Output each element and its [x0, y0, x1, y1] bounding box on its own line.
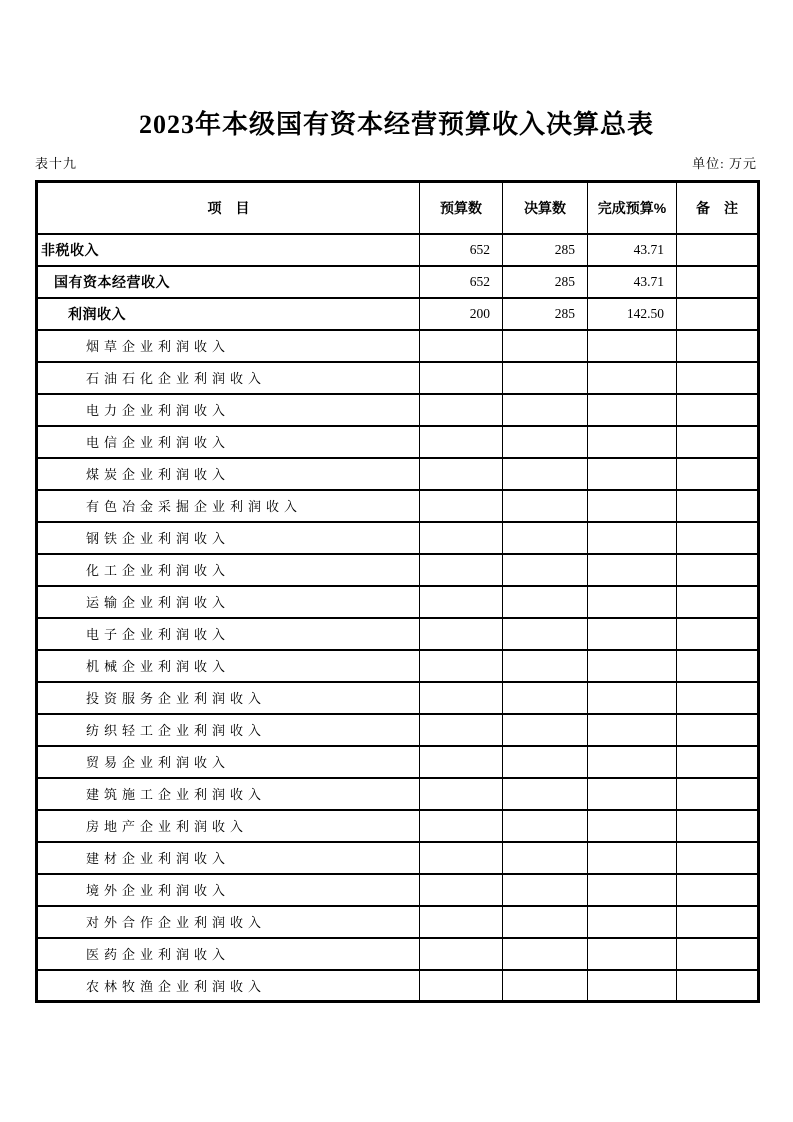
pct-cell	[588, 458, 677, 490]
note-cell	[677, 970, 759, 1002]
item-cell: 医药企业利润收入	[37, 938, 420, 970]
table-header	[37, 182, 759, 234]
table-row	[37, 490, 759, 522]
budget-cell	[420, 522, 503, 554]
budget-cell: 200	[420, 298, 503, 330]
table-row	[37, 874, 759, 906]
unit-label: 单位: 万元	[692, 156, 757, 171]
item-cell: 化工企业利润收入	[37, 554, 420, 586]
pct-cell	[588, 682, 677, 714]
note-cell	[677, 874, 759, 906]
budget-cell	[420, 394, 503, 426]
budget-cell	[420, 554, 503, 586]
final-cell	[503, 970, 588, 1002]
budget-cell	[420, 330, 503, 362]
pct-cell: 43.71	[588, 266, 677, 298]
budget-cell	[420, 714, 503, 746]
pct-cell	[588, 970, 677, 1002]
pct-cell	[588, 330, 677, 362]
item-cell: 对外合作企业利润收入	[37, 906, 420, 938]
pct-cell	[588, 362, 677, 394]
pct-cell	[588, 746, 677, 778]
final-cell	[503, 682, 588, 714]
pct-cell	[588, 394, 677, 426]
final-cell	[503, 714, 588, 746]
final-cell: 285	[503, 266, 588, 298]
budget-revenue-table	[35, 180, 760, 1003]
table-row	[37, 554, 759, 586]
item-cell: 机械企业利润收入	[37, 650, 420, 682]
budget-cell	[420, 874, 503, 906]
note-cell	[677, 330, 759, 362]
column-header-note: 备 注	[677, 182, 759, 234]
page-title: 2023年本级国有资本经营预算收入决算总表	[138, 110, 654, 139]
item-cell: 国有资本经营收入	[37, 266, 420, 298]
table-row	[37, 362, 759, 394]
note-cell	[677, 650, 759, 682]
note-cell	[677, 426, 759, 458]
table-row	[37, 586, 759, 618]
final-cell	[503, 906, 588, 938]
pct-cell	[588, 554, 677, 586]
note-cell	[677, 682, 759, 714]
table-meta-row	[35, 153, 757, 172]
final-cell	[503, 746, 588, 778]
final-cell	[503, 938, 588, 970]
item-cell: 石油石化企业利润收入	[37, 362, 420, 394]
table-number-label: 表十九	[35, 156, 78, 171]
pct-cell	[588, 874, 677, 906]
table-row	[37, 298, 759, 330]
item-cell: 农林牧渔企业利润收入	[37, 970, 420, 1002]
note-cell	[677, 490, 759, 522]
final-cell	[503, 330, 588, 362]
budget-cell	[420, 842, 503, 874]
final-cell: 285	[503, 234, 588, 266]
pct-cell	[588, 842, 677, 874]
pct-cell	[588, 522, 677, 554]
item-cell: 电子企业利润收入	[37, 618, 420, 650]
pct-cell	[588, 938, 677, 970]
table-row	[37, 394, 759, 426]
table-row	[37, 618, 759, 650]
item-cell: 运输企业利润收入	[37, 586, 420, 618]
pct-cell	[588, 618, 677, 650]
item-cell: 电信企业利润收入	[37, 426, 420, 458]
table-row	[37, 938, 759, 970]
table-row	[37, 778, 759, 810]
item-cell: 煤炭企业利润收入	[37, 458, 420, 490]
final-cell	[503, 362, 588, 394]
note-cell	[677, 234, 759, 266]
final-cell	[503, 394, 588, 426]
pct-cell	[588, 650, 677, 682]
note-cell	[677, 938, 759, 970]
item-cell: 利润收入	[37, 298, 420, 330]
pct-cell	[588, 778, 677, 810]
item-cell: 烟草企业利润收入	[37, 330, 420, 362]
note-cell	[677, 458, 759, 490]
table-row	[37, 522, 759, 554]
final-cell	[503, 650, 588, 682]
table-row	[37, 970, 759, 1002]
table-row	[37, 234, 759, 266]
pct-cell	[588, 906, 677, 938]
table-row	[37, 650, 759, 682]
budget-cell	[420, 810, 503, 842]
pct-cell: 142.50	[588, 298, 677, 330]
note-cell	[677, 554, 759, 586]
final-cell: 285	[503, 298, 588, 330]
header-row	[37, 182, 759, 234]
budget-cell	[420, 618, 503, 650]
note-cell	[677, 746, 759, 778]
note-cell	[677, 394, 759, 426]
table-row	[37, 458, 759, 490]
table-row	[37, 842, 759, 874]
final-cell	[503, 458, 588, 490]
note-cell	[677, 362, 759, 394]
item-cell: 建筑施工企业利润收入	[37, 778, 420, 810]
final-cell	[503, 490, 588, 522]
final-cell	[503, 778, 588, 810]
note-cell	[677, 298, 759, 330]
table-body	[37, 234, 759, 1002]
item-cell: 纺织轻工企业利润收入	[37, 714, 420, 746]
item-cell: 建材企业利润收入	[37, 842, 420, 874]
budget-cell: 652	[420, 234, 503, 266]
budget-cell	[420, 650, 503, 682]
budget-cell	[420, 906, 503, 938]
column-header-pct: 完成预算%	[588, 182, 677, 234]
final-cell	[503, 842, 588, 874]
budget-cell	[420, 490, 503, 522]
final-cell	[503, 618, 588, 650]
item-cell: 贸易企业利润收入	[37, 746, 420, 778]
table-row	[37, 906, 759, 938]
budget-cell	[420, 682, 503, 714]
budget-cell	[420, 458, 503, 490]
budget-cell	[420, 778, 503, 810]
final-cell	[503, 426, 588, 458]
table-row	[37, 714, 759, 746]
item-cell: 钢铁企业利润收入	[37, 522, 420, 554]
final-cell	[503, 874, 588, 906]
final-cell	[503, 810, 588, 842]
pct-cell	[588, 490, 677, 522]
final-cell	[503, 554, 588, 586]
table-row	[37, 682, 759, 714]
table-row	[37, 426, 759, 458]
final-cell	[503, 586, 588, 618]
column-header-item: 项 目	[37, 182, 420, 234]
note-cell	[677, 842, 759, 874]
item-cell: 非税收入	[37, 234, 420, 266]
pct-cell	[588, 810, 677, 842]
final-cell	[503, 522, 588, 554]
column-header-final: 决算数	[503, 182, 588, 234]
item-cell: 电力企业利润收入	[37, 394, 420, 426]
table-row	[37, 330, 759, 362]
item-cell: 有色冶金采掘企业利润收入	[37, 490, 420, 522]
pct-cell	[588, 426, 677, 458]
note-cell	[677, 714, 759, 746]
pct-cell: 43.71	[588, 234, 677, 266]
budget-cell: 652	[420, 266, 503, 298]
budget-cell	[420, 426, 503, 458]
note-cell	[677, 522, 759, 554]
table-row	[37, 810, 759, 842]
item-cell: 投资服务企业利润收入	[37, 682, 420, 714]
note-cell	[677, 778, 759, 810]
note-cell	[677, 586, 759, 618]
note-cell	[677, 618, 759, 650]
budget-cell	[420, 970, 503, 1002]
pct-cell	[588, 714, 677, 746]
column-header-budget: 预算数	[420, 182, 503, 234]
note-cell	[677, 906, 759, 938]
pct-cell	[588, 586, 677, 618]
item-cell: 境外企业利润收入	[37, 874, 420, 906]
item-cell: 房地产企业利润收入	[37, 810, 420, 842]
budget-cell	[420, 362, 503, 394]
budget-cell	[420, 586, 503, 618]
budget-cell	[420, 938, 503, 970]
table-row	[37, 746, 759, 778]
note-cell	[677, 266, 759, 298]
table-row	[37, 266, 759, 298]
note-cell	[677, 810, 759, 842]
budget-cell	[420, 746, 503, 778]
